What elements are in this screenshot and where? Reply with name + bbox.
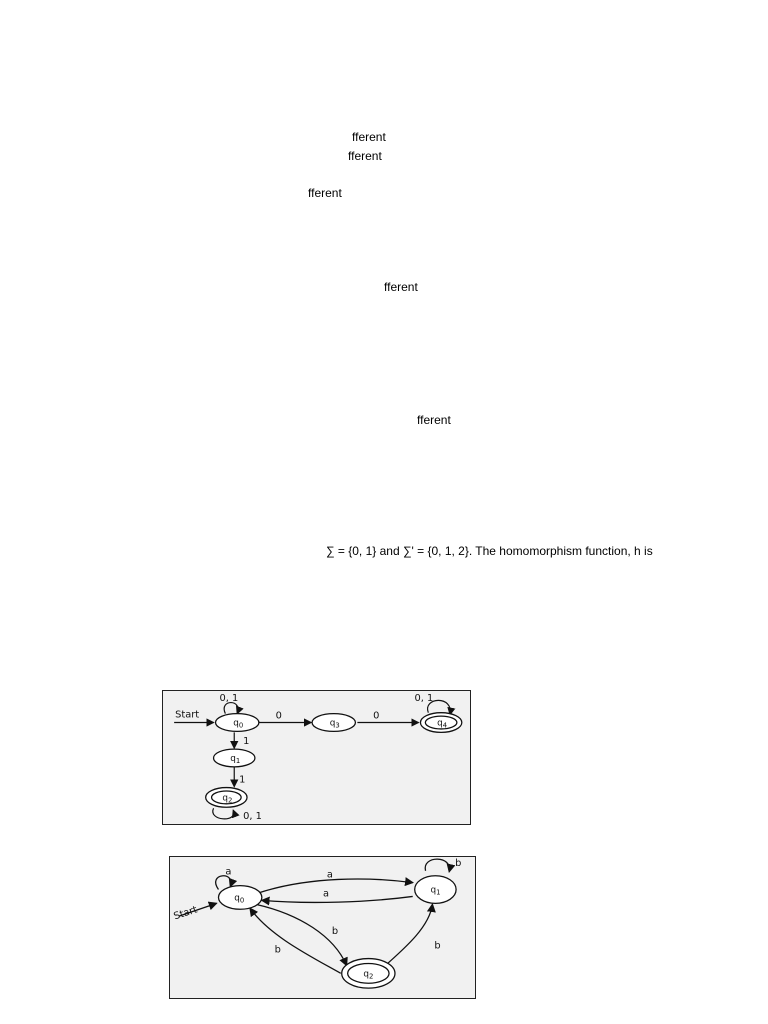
text-fragment: fferent (384, 280, 418, 294)
q4-loop-label: 0, 1 (414, 692, 434, 704)
homomorphism-sentence: ∑ = {0, 1} and ∑' = {0, 1, 2}. The homomorphism function, h is (326, 544, 653, 558)
q0-loop-arrow (224, 703, 238, 714)
state-label-q1: $q_1$ (230, 753, 241, 765)
start-label: Start (175, 709, 200, 721)
automaton-diagram-2 (170, 857, 475, 998)
start-label: Start (172, 904, 199, 923)
text-fragment: fferent (308, 186, 342, 200)
edge-label-q2-q1: b (434, 940, 441, 952)
text-fragment: fferent (348, 149, 382, 163)
automaton-figure-1 (162, 690, 471, 825)
edge-label-q1-q0: a (322, 888, 330, 900)
q0-loop-label: a (225, 866, 232, 878)
state-label-q4: $q_4$ (437, 718, 448, 730)
state-label-q0: $q_0$ (233, 718, 244, 730)
edge-label-q0-q3: 0 (275, 710, 282, 722)
text-fragment: fferent (352, 130, 386, 144)
q2-loop-label: 0, 1 (243, 811, 262, 823)
state-label-q2: $q_2$ (363, 969, 374, 981)
edge-label-q2-q0: b (274, 944, 281, 956)
q2-loop-arrow (213, 808, 234, 819)
state-label-q1: $q_1$ (430, 885, 441, 897)
edge-label-q3-q4: 0 (373, 710, 380, 722)
edge-label-q0-q2: b (331, 925, 339, 937)
automaton-diagram-1 (163, 691, 470, 824)
edge-q0-q1 (260, 879, 413, 893)
edge-q1-q0 (262, 896, 413, 902)
automaton-figure-2 (169, 856, 476, 999)
state-label-q0: $q_0$ (234, 893, 245, 905)
edge-q2-q1 (383, 904, 432, 967)
q1-loop-arrow (425, 859, 449, 872)
edge-label-q0-q1: 1 (243, 736, 250, 748)
state-label-q2: $q_2$ (222, 793, 233, 805)
edge-label-q1-q2: 1 (239, 774, 246, 786)
text-fragment: fferent (417, 413, 451, 427)
q1-loop-label: b (455, 857, 462, 869)
q0-loop-label: 0, 1 (219, 692, 239, 704)
edge-label-q0-q1: a (326, 869, 333, 881)
state-label-q3: $q_3$ (329, 718, 340, 730)
